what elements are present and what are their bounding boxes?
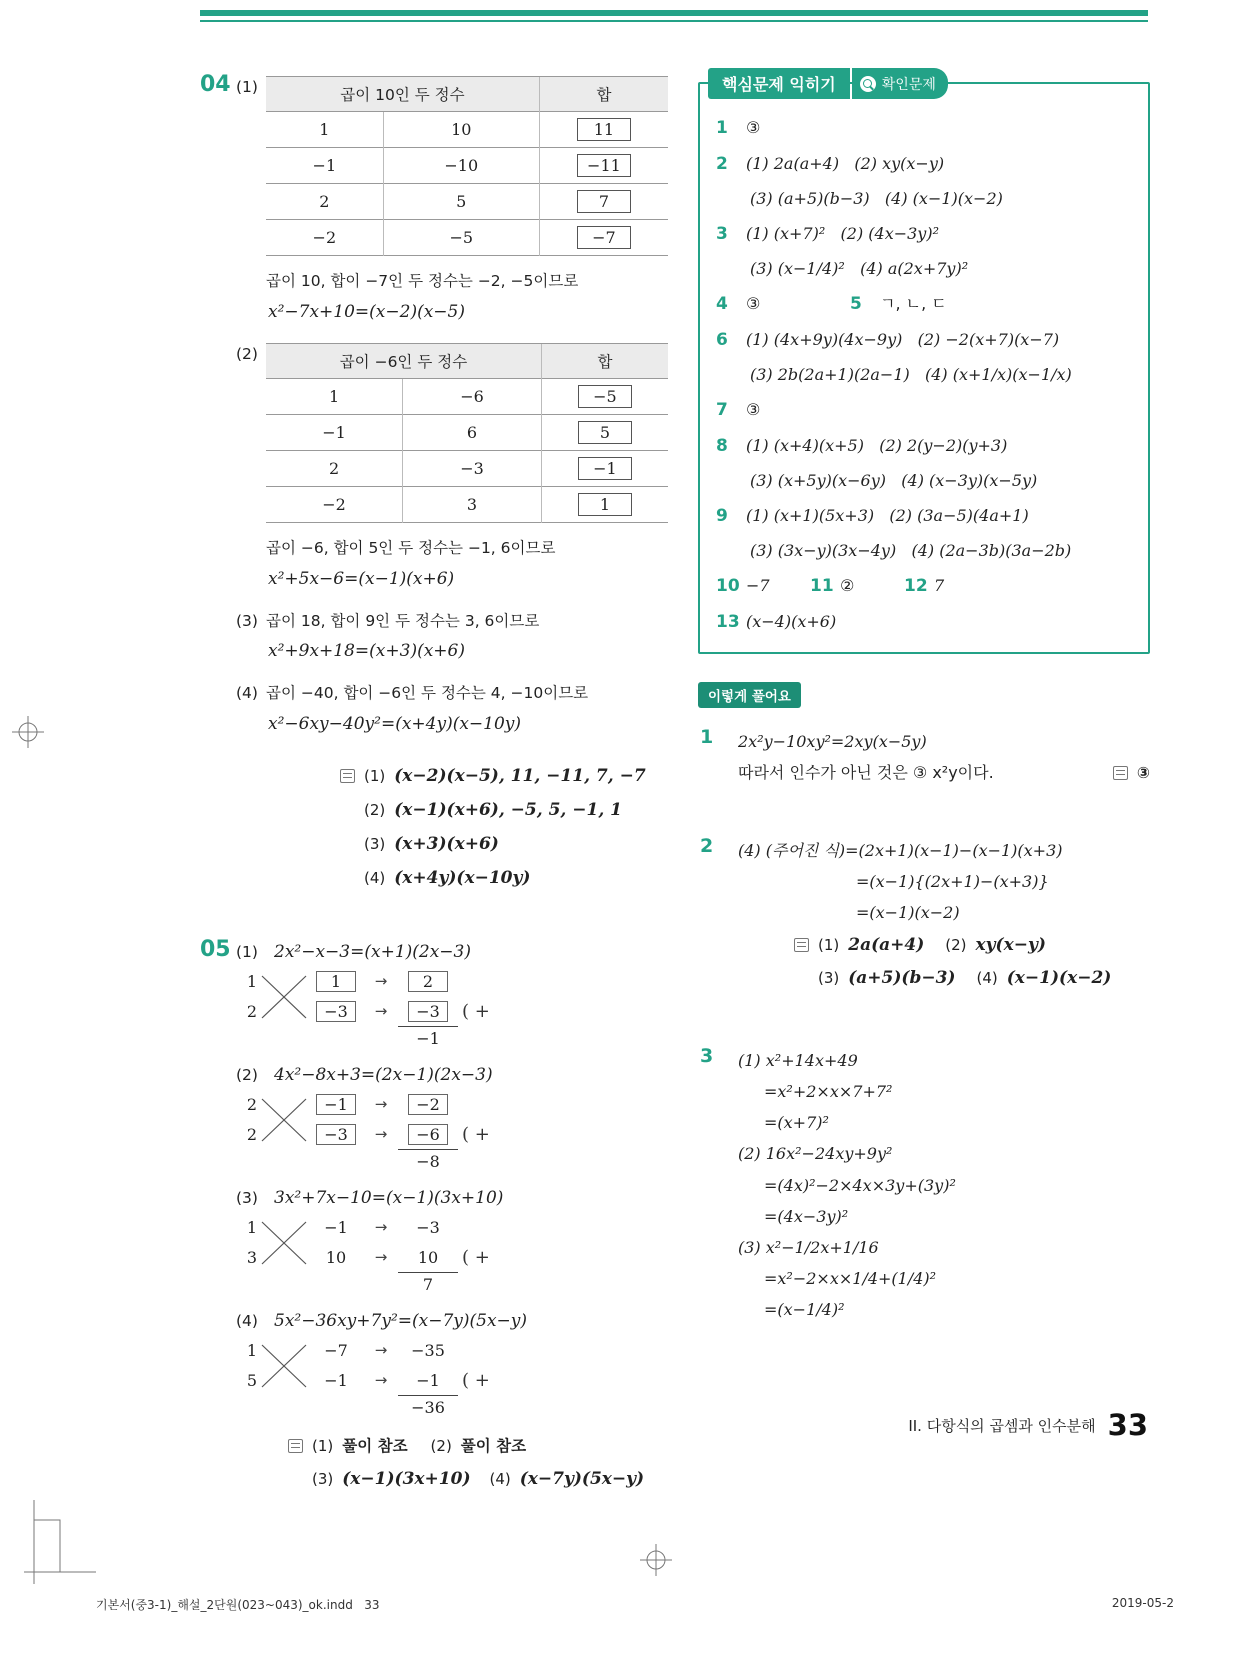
magnifier-icon xyxy=(860,76,876,92)
explanation-text: 곱이 18, 합이 9인 두 정수는 3, 6이므로 xyxy=(266,611,540,630)
cell-a: −1 xyxy=(266,148,383,184)
item-number: 12 xyxy=(904,575,928,596)
arrow-right-icon xyxy=(364,972,398,990)
cell-a: 2 xyxy=(266,184,383,220)
explanation-text: 곱이 −40, 합이 −6인 두 정수는 4, −10이므로 xyxy=(266,684,589,703)
explanation-text: 곱이 −6, 합이 5인 두 정수는 −1, 6이므로 xyxy=(266,538,556,557)
item-number: 4 xyxy=(716,293,728,314)
solution-equation: (1) x²+14x+49 xyxy=(738,1050,858,1070)
answer-text: (x−1)(x−2) xyxy=(1006,967,1112,988)
problem-05-part-1 xyxy=(236,939,680,1048)
arrow-right-icon xyxy=(364,1125,398,1143)
cross-diagram xyxy=(244,966,680,1048)
diagram-mid-box: −1 xyxy=(316,1094,356,1115)
diagram-right-value: −3 xyxy=(416,1217,440,1237)
item-answer: ③ xyxy=(746,399,761,419)
problem-04-number: 04 xyxy=(200,72,231,97)
equation: 5x²−36xy+7y²=(x−7y)(5x−y) xyxy=(274,1311,528,1332)
plus-marker: ( + xyxy=(462,1123,490,1145)
problem-04-part-3 xyxy=(236,608,680,675)
item-answer: ③ xyxy=(746,118,761,137)
answer-text: (x−1)(x+6), −5, 5, −1, 1 xyxy=(394,800,622,821)
arrow-right-icon xyxy=(364,1341,398,1359)
equation: x²+5x−6=(x−1)(x+6) xyxy=(268,568,455,589)
part-label: (1) xyxy=(236,78,258,96)
equation: 4x²−8x+3=(2x−1)(2x−3) xyxy=(274,1065,493,1086)
header-product: 곱이 10인 두 정수 xyxy=(266,77,539,112)
answer-item xyxy=(716,110,1134,146)
problem-05-part-2 xyxy=(236,1062,680,1171)
item-answer: 7 xyxy=(934,575,945,595)
part-label: (4) xyxy=(236,684,258,703)
table-header-row xyxy=(266,343,668,378)
equation: 2x²−x−3=(x+1)(2x−3) xyxy=(274,942,471,963)
cell-b: −3 xyxy=(403,450,542,486)
item-number: 3 xyxy=(716,223,728,244)
diagram-mid-value: 10 xyxy=(325,1247,347,1267)
item-number: 8 xyxy=(716,435,728,456)
diagram-left-value: 3 xyxy=(246,1247,258,1267)
diagram-left-value: 5 xyxy=(246,1370,258,1390)
answer-text: 2a(a+4) xyxy=(848,934,925,955)
solution-equation: =(x−1)(x−2) xyxy=(856,903,960,923)
item-number: 9 xyxy=(716,505,728,526)
problem-04 xyxy=(200,74,680,895)
sum-answer-box: 5 xyxy=(578,421,632,444)
diagram-right-value: −1 xyxy=(416,1370,440,1390)
item-answer: (1) (x+4)(x+5) (2) 2(y−2)(y+3) xyxy=(746,435,1008,455)
answer-label: (1) xyxy=(364,767,386,786)
arrow-right-icon xyxy=(364,1095,398,1113)
answer-label: (1) xyxy=(312,1437,334,1456)
sum-answer-box: −11 xyxy=(577,154,631,177)
answer-text: (x−2)(x−5), 11, −11, 7, −7 xyxy=(394,766,646,787)
sum-answer-box: 1 xyxy=(578,493,632,516)
solution-equation: =(x−1/4)² xyxy=(764,1300,845,1320)
sum-answer-box: −5 xyxy=(578,385,632,408)
item-answer: −7 xyxy=(746,575,770,595)
page-footer xyxy=(908,1408,1148,1442)
how-to-solve-label: 이렇게 풀어요 xyxy=(698,682,801,708)
answer-item xyxy=(716,216,1134,252)
item-number: 7 xyxy=(716,399,728,420)
solution-text: 따라서 인수가 아닌 것은 ③ x²y이다. xyxy=(738,763,994,783)
cell-a: −2 xyxy=(266,220,383,256)
solution-equation: =x²+2×x×7+7² xyxy=(764,1082,893,1102)
cross-lines-icon xyxy=(260,968,308,1026)
key-box-badge-label: 확인문제 xyxy=(881,76,936,93)
sum-answer-box: −7 xyxy=(577,226,631,249)
table-row xyxy=(266,450,668,486)
item-number: 11 xyxy=(810,575,834,596)
answer-line xyxy=(364,793,680,827)
diagram-right-box: −6 xyxy=(408,1124,448,1145)
diagram-left-value: 2 xyxy=(246,1001,258,1021)
top-rule-thick xyxy=(200,10,1148,16)
explanation-text: 곱이 10, 합이 −7인 두 정수는 −2, −5이므로 xyxy=(266,272,579,290)
problem-05-number: 05 xyxy=(200,937,231,963)
answer-label: (1) xyxy=(818,935,840,954)
cell-b: −6 xyxy=(403,378,542,414)
plus-marker: ( + xyxy=(462,1000,490,1022)
item-number: 6 xyxy=(716,329,728,350)
answer-icon xyxy=(288,1439,303,1453)
answer-label: (4) xyxy=(364,869,386,888)
part-label: (1) xyxy=(236,943,258,962)
arrow-right-icon xyxy=(364,1218,398,1236)
answer-text: (x−1)(3x+10) xyxy=(342,1469,471,1490)
equation: 3x²+7x−10=(x−1)(3x+10) xyxy=(274,1188,504,1209)
solution-1 xyxy=(698,726,1150,789)
answer-item-continued xyxy=(716,182,1134,216)
answer-line xyxy=(364,827,680,861)
cell-a: −2 xyxy=(266,486,403,522)
answer-label: (4) xyxy=(489,1470,511,1489)
footer-section-title: II. 다항식의 곱셈과 인수분해 xyxy=(908,1416,1096,1435)
diagram-right-box: −2 xyxy=(408,1094,448,1115)
equation: x²−7x+10=(x−2)(x−5) xyxy=(268,301,465,322)
problem-05-answers xyxy=(288,1431,680,1496)
table-row xyxy=(266,220,668,256)
sum-answer-box: −1 xyxy=(578,457,632,480)
answer-text: (a+5)(b−3) xyxy=(848,967,956,988)
cell-b: 10 xyxy=(383,112,539,148)
solution-equation: 2x²y−10xy²=2xy(x−5y) xyxy=(738,731,927,751)
answer-label: (3) xyxy=(312,1470,334,1489)
sum-answer-box: 7 xyxy=(577,190,631,213)
key-box-badge xyxy=(852,68,948,99)
cell-a: −1 xyxy=(266,414,403,450)
arrow-right-icon xyxy=(364,1248,398,1266)
item-answer: (3) (x−1/4)² (4) a(2x+7y)² xyxy=(750,259,969,278)
solution-equation: =(x−1){(2x+1)−(x+3)} xyxy=(856,872,1049,892)
diagram-left-value: 1 xyxy=(246,971,258,991)
solution-equation: =x²−2×x×1/4+(1/4)² xyxy=(764,1269,937,1289)
cross-diagram xyxy=(244,1212,680,1294)
solution-number: 1 xyxy=(700,725,714,748)
problem-04-part-1 xyxy=(236,74,680,335)
item-answer: (3) (a+5)(b−3) (4) (x−1)(x−2) xyxy=(750,189,1003,209)
solution-equation: (3) x²−1/2x+1/16 xyxy=(738,1238,879,1257)
cross-lines-icon xyxy=(260,1214,308,1272)
answer-line xyxy=(1113,758,1150,789)
answer-text: (x−7y)(5x−y) xyxy=(519,1469,645,1490)
print-filename: 기본서(중3-1)_해설_2단원(023~043)_ok.indd 33 xyxy=(96,1598,380,1612)
answer-item xyxy=(716,146,1134,182)
answer-label: (2) xyxy=(430,1437,452,1456)
diagram-right-box: −3 xyxy=(408,1001,448,1022)
cross-diagram xyxy=(244,1335,680,1417)
integers-table-1 xyxy=(266,76,668,256)
table-row xyxy=(266,378,668,414)
sum-answer-box: 11 xyxy=(577,118,631,141)
diagram-sum: 7 xyxy=(398,1272,458,1294)
item-answer: (3) (x+5y)(x−6y) (4) (x−3y)(x−5y) xyxy=(750,470,1038,490)
problem-04-answers xyxy=(340,759,680,895)
answer-item xyxy=(716,392,1134,428)
item-answer: (3) 2b(2a+1)(2a−1) (4) (x+1/x)(x−1/x) xyxy=(750,364,1072,384)
cross-lines-icon xyxy=(260,1337,308,1395)
diagram-left-value: 2 xyxy=(246,1094,258,1114)
answer-item-continued xyxy=(716,534,1134,568)
item-answer: ③ xyxy=(746,293,761,313)
diagram-left-value: 1 xyxy=(246,1217,258,1237)
top-rule-thin xyxy=(200,20,1148,22)
item-number: 13 xyxy=(716,611,740,632)
item-answer: (1) 2a(a+4) (2) xy(x−y) xyxy=(746,154,945,174)
diagram-sum: −1 xyxy=(398,1026,458,1048)
cell-b: −10 xyxy=(383,148,539,184)
answer-label: (2) xyxy=(364,801,386,820)
table-row xyxy=(266,112,668,148)
problem-05-part-3 xyxy=(236,1185,680,1294)
answer-line xyxy=(288,1431,680,1462)
key-box-header xyxy=(708,68,948,99)
answer-text: (x+3)(x+6) xyxy=(394,834,499,855)
diagram-mid-value: −1 xyxy=(324,1370,348,1390)
solution-equation: =(4x)²−2×4x×3y+(3y)² xyxy=(764,1175,956,1195)
solution-equation: =(x+7)² xyxy=(764,1113,829,1133)
answer-icon xyxy=(1113,766,1128,780)
answer-item xyxy=(716,428,1134,464)
solution-2 xyxy=(698,835,1150,995)
right-column xyxy=(698,74,1150,1326)
diagram-mid-value: −1 xyxy=(324,1217,348,1237)
part-label: (3) xyxy=(236,611,258,630)
item-answer: (1) (x+1)(5x+3) (2) (3a−5)(4a+1) xyxy=(746,505,1029,525)
item-number: 1 xyxy=(716,118,728,138)
plus-marker: ( + xyxy=(462,1246,490,1268)
diagram-right-value: 10 xyxy=(417,1247,439,1267)
item-answer: (1) (4x+9y)(4x−9y) (2) −2(x+7)(x−7) xyxy=(746,329,1060,349)
diagram-right-value: −35 xyxy=(411,1340,445,1360)
cell-b: 6 xyxy=(403,414,542,450)
integers-table-2 xyxy=(266,343,668,523)
table-header-row xyxy=(266,77,668,112)
answer-label: (3) xyxy=(364,835,386,854)
answer-item-continued xyxy=(716,252,1134,286)
part-label: (3) xyxy=(236,1189,258,1208)
diagram-sum: −8 xyxy=(398,1149,458,1171)
answer-item xyxy=(716,286,1134,322)
problem-04-part-4 xyxy=(236,680,680,747)
answer-text: xy(x−y) xyxy=(975,934,1046,955)
item-answer: (x−4)(x+6) xyxy=(746,611,837,631)
answer-item xyxy=(716,568,1134,604)
part-label: (2) xyxy=(236,344,258,363)
print-date: 2019-05-2 xyxy=(1111,1596,1174,1610)
table-row xyxy=(266,414,668,450)
answer-text: (x+4y)(x−10y) xyxy=(394,868,531,889)
diagram-mid-box: 1 xyxy=(316,971,356,992)
item-answer: (1) (x+7)² (2) (4x−3y)² xyxy=(746,223,939,243)
answer-line xyxy=(340,759,680,793)
problem-04-part-2 xyxy=(236,341,680,602)
answer-line xyxy=(364,861,680,895)
solution-equation: (4) (주어진 식)=(2x+1)(x−1)−(x−1)(x+3) xyxy=(738,841,1063,861)
part-label: (2) xyxy=(236,1066,258,1085)
cell-b: 3 xyxy=(403,486,542,522)
table-row xyxy=(266,148,668,184)
answer-text: 풀이 참조 xyxy=(460,1437,527,1456)
answer-line xyxy=(818,962,1150,995)
answer-label: (2) xyxy=(945,935,967,954)
cell-b: 5 xyxy=(383,184,539,220)
answer-icon xyxy=(340,769,355,783)
plus-marker: ( + xyxy=(462,1369,490,1391)
solution-equation: =(4x−3y)² xyxy=(764,1206,849,1226)
solution-3 xyxy=(698,1045,1150,1326)
diagram-mid-box: −3 xyxy=(316,1124,356,1145)
item-number: 5 xyxy=(850,293,862,314)
cell-b: −5 xyxy=(383,220,539,256)
table-row xyxy=(266,486,668,522)
key-answers-box xyxy=(698,75,1150,654)
footer-page-number: 33 xyxy=(1107,1408,1148,1442)
diagram-right-box: 2 xyxy=(408,971,448,992)
arrow-right-icon xyxy=(364,1371,398,1389)
answer-label: (4) xyxy=(976,968,998,987)
item-number: 10 xyxy=(716,575,740,596)
registration-mark xyxy=(640,1544,672,1576)
diagram-mid-box: −3 xyxy=(316,1001,356,1022)
answer-text: ③ xyxy=(1136,764,1150,783)
solution-number: 2 xyxy=(700,835,714,858)
answer-line xyxy=(312,1462,680,1496)
item-answer: ② xyxy=(840,575,855,595)
answer-item xyxy=(716,498,1134,534)
header-sum: 합 xyxy=(541,343,668,378)
problem-05-part-4 xyxy=(236,1308,680,1417)
cross-lines-icon xyxy=(260,1091,308,1149)
header-product: 곱이 −6인 두 정수 xyxy=(266,343,541,378)
diagram-sum: −36 xyxy=(398,1395,458,1417)
answer-line xyxy=(794,929,1150,962)
item-number: 2 xyxy=(716,154,728,175)
cell-a: 1 xyxy=(266,112,383,148)
arrow-right-icon xyxy=(364,1002,398,1020)
diagram-mid-value: −7 xyxy=(324,1340,348,1360)
answer-item-continued xyxy=(716,358,1134,392)
solution-equation: (2) 16x²−24xy+9y² xyxy=(738,1144,893,1164)
answer-item xyxy=(716,604,1134,640)
cell-a: 2 xyxy=(266,450,403,486)
part-label: (4) xyxy=(236,1312,258,1331)
diagram-left-value: 2 xyxy=(246,1124,258,1144)
table-row xyxy=(266,184,668,220)
diagram-left-value: 1 xyxy=(246,1340,258,1360)
equation: x²−6xy−40y²=(x+4y)(x−10y) xyxy=(268,714,522,735)
cross-diagram xyxy=(244,1089,680,1171)
cell-a: 1 xyxy=(266,378,403,414)
answer-item-continued xyxy=(716,464,1134,498)
corner-crop-mark xyxy=(24,1500,96,1584)
answer-text: 풀이 참조 xyxy=(342,1437,408,1456)
registration-mark xyxy=(12,716,44,748)
header-sum: 합 xyxy=(539,77,668,112)
answer-item xyxy=(716,322,1134,358)
item-answer: (3) (3x−y)(3x−4y) (4) (2a−3b)(3a−2b) xyxy=(750,540,1072,560)
equation: x²+9x+18=(x+3)(x+6) xyxy=(268,641,465,662)
key-box-title: 핵심문제 익히기 xyxy=(708,68,850,99)
problem-05 xyxy=(200,939,680,1496)
item-answer: ㄱ, ㄴ, ㄷ xyxy=(880,293,947,313)
answer-label: (3) xyxy=(818,968,840,987)
left-column xyxy=(200,74,680,1496)
answer-icon xyxy=(794,938,809,952)
solution-number: 3 xyxy=(700,1044,714,1067)
